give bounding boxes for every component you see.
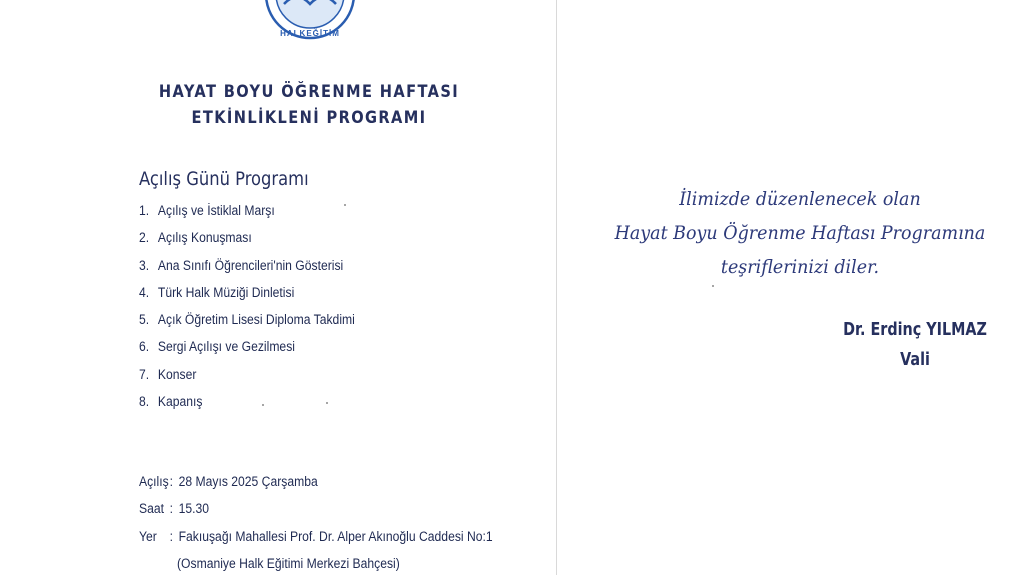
invitation-line1: İlimizde düzenlenecek olan — [679, 188, 921, 210]
program-item — [139, 367, 355, 394]
program-item-label: Açık Öğretim Lisesi Diploma Takdimi — [157, 312, 355, 328]
program-item-number: 3. — [139, 257, 150, 273]
program-item — [139, 230, 355, 257]
program-item-label: Türk Halk Müziği Dinletisi — [157, 284, 295, 300]
program-item-label: Ana Sınıfı Öğrencileri'nin Gösterisi — [157, 257, 344, 273]
logo-bottom-text: HALKEĞİTİM — [280, 29, 340, 38]
event-place — [139, 529, 493, 544]
program-item-number: 5. — [139, 312, 150, 328]
date-separator: : — [169, 474, 173, 489]
place-value: Fakıuşağı Mahallesi Prof. Dr. Alper Akınoğlu Caddesi No:1 — [178, 529, 493, 544]
scan-speck — [326, 402, 328, 404]
invitation-line2: Hayat Boyu Öğrenme Haftası Programına — [614, 222, 986, 244]
program-item — [139, 394, 355, 421]
place-label: Yer — [139, 529, 157, 544]
program-item-label: Açılış Konuşması — [157, 230, 252, 246]
time-label: Saat — [139, 501, 165, 516]
program-item — [139, 339, 355, 366]
program-heading: Açılış Günü Programı — [139, 168, 309, 190]
program-list — [139, 203, 379, 421]
document-title-line1: HAYAT BOYU ÖĞRENME HAFTASI — [158, 82, 460, 102]
program-item-number: 1. — [139, 203, 150, 218]
scan-speck — [344, 204, 346, 206]
date-label: Açılış — [139, 474, 169, 489]
invitation-line3: teşriflerinizi diler. — [720, 256, 880, 278]
signature-title: Vali — [900, 350, 930, 370]
program-item-number: 7. — [139, 366, 150, 382]
event-place-line2: (Osmaniye Halk Eğitimi Merkezi Bahçesi) — [177, 556, 400, 571]
program-item — [139, 203, 355, 230]
scan-speck — [262, 404, 264, 406]
scan-speck — [712, 285, 714, 287]
program-item-number: 4. — [139, 284, 150, 300]
program-item — [139, 312, 355, 339]
program-item — [139, 258, 355, 285]
program-item-number: 6. — [139, 339, 150, 355]
program-item-label: Sergi Açılışı ve Gezilmesi — [157, 339, 295, 355]
program-item-label: Açılış ve İstiklal Marşı — [157, 203, 275, 218]
program-item-number: 8. — [139, 394, 150, 410]
program-item — [139, 285, 355, 312]
signature-name: Dr. Erdinç YILMAZ — [843, 320, 987, 340]
event-time — [139, 501, 209, 516]
program-item-label: Kapanış — [157, 394, 203, 410]
halk-egitim-logo — [254, 0, 366, 40]
time-separator: : — [169, 501, 173, 516]
program-item-label: Konser — [157, 366, 197, 382]
program-item-number: 2. — [139, 230, 150, 246]
event-date — [139, 474, 318, 489]
document-title-line2: ETKİNLİKLENİ PROGRAMI — [191, 108, 427, 128]
date-value: 28 Mayıs 2025 Çarşamba — [178, 474, 318, 489]
place-separator: : — [169, 529, 173, 544]
time-value: 15.30 — [178, 501, 210, 516]
